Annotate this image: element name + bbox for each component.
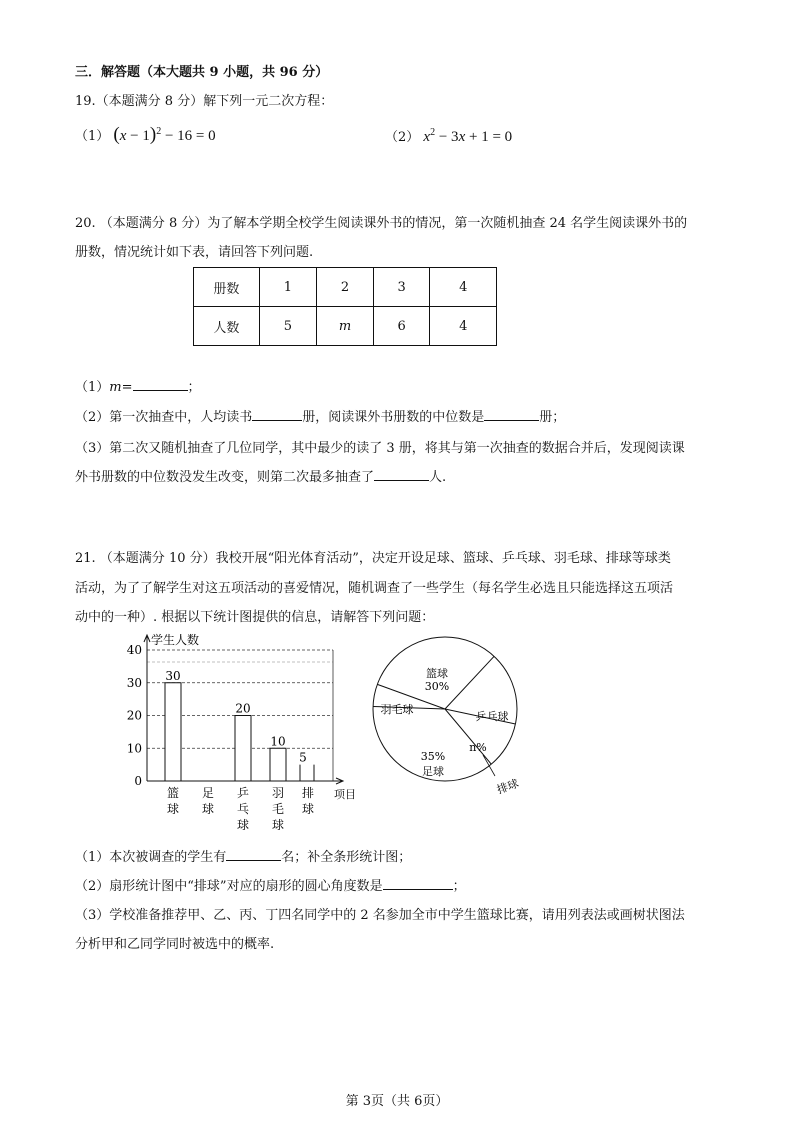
q21-line2: 活动，为了了解学生对这五项活动的喜爱情况，随机调查了一些学生（每名学生必选且只能选择这五项活 xyxy=(75,581,674,596)
table-cell: 2 xyxy=(317,268,374,307)
table-cell: 6 xyxy=(373,307,430,346)
x-tick-label: 球 xyxy=(301,802,315,816)
y-tick-label: 40 xyxy=(126,643,142,657)
y-axis-label: 学生人数 xyxy=(151,633,200,647)
q20-part3-line2 xyxy=(75,466,446,485)
q21-part2 xyxy=(75,875,466,894)
bar xyxy=(270,748,286,781)
bar-chart xyxy=(110,630,370,840)
slice-percent: n% xyxy=(469,741,487,754)
answer-blank[interactable] xyxy=(484,408,539,421)
bar xyxy=(165,683,181,781)
q19-part2 xyxy=(385,126,512,146)
answer-blank[interactable] xyxy=(252,408,302,421)
q21-part1 xyxy=(75,846,411,865)
q20-part2-text-b: 册，阅读课外书册数的中位数是 xyxy=(302,410,485,425)
q20-part1-label: （1） xyxy=(75,380,110,395)
bar xyxy=(235,716,251,782)
x-tick-label: 乓 xyxy=(236,802,250,816)
q19-part1-label: （1） xyxy=(75,129,110,144)
x-axis-label: 项目 xyxy=(334,788,356,801)
q21-part2-text-a: （2）扇形统计图中“排球”对应的扇形的圆心角度数是 xyxy=(75,879,383,894)
y-tick-label: 0 xyxy=(134,774,142,788)
bar-data-label: 5 xyxy=(299,750,307,765)
x-tick-label: 排 xyxy=(301,786,315,800)
q20-part2 xyxy=(75,406,565,425)
reading-table xyxy=(193,267,497,346)
x-tick-label: 球 xyxy=(236,818,250,832)
table-cell: 4 xyxy=(430,268,497,307)
q21-part3-line1: （3）学校准备推荐甲、乙、丙、丁四名同学中的 2 名参加全市中学生篮球比赛，请用列表法或画树状图法 xyxy=(75,908,685,923)
section-title: 三．解答题（本大题共 9 小题，共 96 分） xyxy=(75,65,329,80)
x-tick-label: 球 xyxy=(271,818,285,832)
q19-heading: 19.（本题满分 8 分）解下列一元二次方程： xyxy=(75,94,334,109)
pie-chart xyxy=(365,630,535,800)
slice-label: 乒乓球 xyxy=(475,710,509,723)
y-tick-label: 30 xyxy=(126,675,142,690)
slice-label: 足球 xyxy=(422,765,444,778)
q20-part2-text-a: （2）第一次抽查中，人均读书 xyxy=(75,410,253,425)
x-tick-label: 足 xyxy=(201,786,215,800)
x-tick-label: 毛 xyxy=(271,802,285,816)
q20-part3-line1: （3）第二次又随机抽查了几位同学，其中最少的读了 3 册，将其与第一次抽查的数据合并后，发现阅读课 xyxy=(75,441,685,456)
q20-line1: 20. （本题满分 8 分）为了解本学期全校学生阅读课外书的情况，第一次随机抽查 24 名学生阅读课外书的 xyxy=(75,216,688,231)
table-cell: m xyxy=(317,307,374,346)
x-tick-label: 球 xyxy=(201,802,215,816)
x-tick-label: 篮 xyxy=(166,786,180,800)
y-tick-label: 20 xyxy=(126,708,142,723)
slice-label: 羽毛球 xyxy=(380,703,414,716)
slice-percent: 30% xyxy=(424,680,450,693)
table-cell: 5 xyxy=(259,307,317,346)
q21-part3-line2: 分析甲和乙同学同时被选中的概率. xyxy=(75,937,275,952)
table-row xyxy=(194,307,497,346)
answer-blank[interactable] xyxy=(226,848,281,861)
q19-equation-1: $(x - 1)^2 - 16 = 0$ xyxy=(113,124,216,145)
q19-part2-label: （2） xyxy=(385,130,420,145)
table-cell: 3 xyxy=(373,268,430,307)
answer-blank[interactable] xyxy=(383,877,453,890)
slice-label: 篮球 xyxy=(426,667,448,680)
bar-data-label: 30 xyxy=(165,668,181,683)
q20-part3-text-b: 人. xyxy=(429,470,447,485)
table-cell: 4 xyxy=(430,307,497,346)
q20-line2: 册数，情况统计如下表，请回答下列问题. xyxy=(75,245,314,260)
answer-blank[interactable] xyxy=(374,468,429,481)
q20-part1 xyxy=(75,376,201,395)
slice-label: 排球 xyxy=(495,776,521,797)
table-cell: 人数 xyxy=(194,307,260,346)
x-tick-label: 球 xyxy=(166,802,180,816)
slice-percent: 35% xyxy=(420,750,446,763)
q19-part1 xyxy=(75,124,216,146)
q21-line1: 21. （本题满分 10 分）我校开展“阳光体育活动”，决定开设足球、篮球、乒乓球、羽毛球、排球等球类 xyxy=(75,551,671,566)
x-tick-label: 羽 xyxy=(271,786,285,800)
table-row xyxy=(194,268,497,307)
table-cell: 册数 xyxy=(194,268,260,307)
q19-equation-2: $x^2 - 3x + 1 = 0$ xyxy=(423,127,513,145)
page-footer: 第 3页（共 6页） xyxy=(345,1094,449,1109)
q20-part3-text-a: 外书册数的中位数没发生改变，则第二次最多抽查了 xyxy=(75,470,375,485)
q21-part1-text-a: （1）本次被调查的学生有 xyxy=(75,850,227,865)
bar-data-label: 10 xyxy=(270,734,286,749)
q21-part2-text-b: ； xyxy=(452,879,466,894)
table-cell: 1 xyxy=(259,268,317,307)
q21-part1-text-b: 名；补全条形统计图； xyxy=(281,850,412,865)
bar-data-label: 20 xyxy=(235,701,251,716)
q21-line3: 动中的一种）. 根据以下统计图提供的信息，请解答下列问题： xyxy=(75,610,435,625)
answer-blank[interactable] xyxy=(133,378,188,391)
q20-part1-var: m= xyxy=(109,380,133,395)
q20-part2-text-c: 册； xyxy=(539,410,566,425)
y-tick-label: 10 xyxy=(126,741,142,756)
q20-part1-end: ； xyxy=(187,380,201,395)
x-tick-label: 乒 xyxy=(236,786,250,800)
